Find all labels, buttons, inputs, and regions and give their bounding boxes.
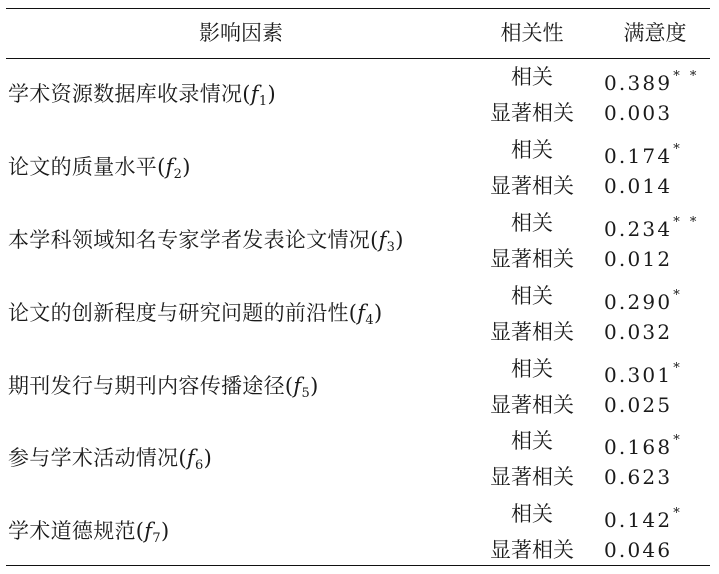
table-row-group (6, 59, 710, 132)
satisfaction-significance-value: 0.014 (604, 173, 673, 198)
table-row-group (6, 423, 710, 496)
correlation-table (6, 8, 710, 566)
factor-name: 学术资源数据库收录情况( (8, 82, 251, 106)
table-row-group (6, 278, 710, 351)
row-label-significance: 显著相关 (490, 319, 574, 344)
table-row-group (6, 205, 710, 278)
satisfaction-correlation-value (604, 61, 699, 99)
factor-name: 论文的质量水平( (8, 154, 166, 179)
value-number: 0.290 (604, 289, 673, 314)
value-number: 0.142 (604, 508, 673, 533)
row-label-significance: 显著相关 (490, 465, 574, 490)
table-row-significance (6, 243, 710, 279)
row-label-significance: 显著相关 (490, 173, 574, 198)
factor-close-paren: ) (160, 519, 170, 544)
factor-close-paren: ) (310, 373, 319, 398)
factor-symbol: f (250, 82, 259, 106)
table-row-group (6, 351, 710, 424)
satisfaction-significance-value: 0.012 (604, 246, 673, 271)
table-row-group (6, 496, 710, 569)
significance-stars: * (673, 433, 683, 449)
satisfaction-significance-value: 0.032 (604, 319, 673, 344)
factor-subscript: 2 (173, 166, 183, 182)
table-row-correlation (6, 425, 710, 461)
factor-symbol: f (293, 373, 302, 398)
table-row-correlation (6, 280, 710, 316)
satisfaction-correlation-value (604, 498, 683, 536)
factor-subscript: 4 (365, 312, 374, 328)
factor-symbol: f (186, 446, 195, 471)
factor-name: 参与学术活动情况( (8, 446, 187, 471)
satisfaction-correlation-value (604, 280, 683, 318)
table-row-correlation (6, 353, 710, 389)
significance-stars: * (673, 360, 683, 376)
table-row-significance (6, 461, 710, 497)
table-row-significance (6, 170, 710, 206)
satisfaction-correlation-value (604, 134, 683, 172)
factor-subscript: 1 (258, 94, 268, 109)
row-label-correlation: 相关 (511, 429, 553, 454)
factor-symbol: f (165, 154, 174, 179)
factor-subscript: 5 (301, 385, 311, 401)
significance-stars: * (673, 287, 683, 303)
header-correlation: 相关性 (500, 21, 564, 45)
row-label-correlation: 相关 (511, 502, 553, 527)
significance-stars: * * (673, 214, 700, 230)
table-row-correlation (6, 134, 710, 170)
table-row-correlation (6, 207, 710, 243)
row-label-correlation: 相关 (511, 356, 553, 381)
factor-subscript: 6 (194, 458, 204, 474)
table-row-significance (6, 316, 710, 352)
row-label-correlation: 相关 (511, 65, 553, 89)
factor-subscript: 7 (152, 531, 161, 547)
table-row-group (6, 132, 710, 205)
factor-symbol: f (378, 227, 387, 252)
factor-close-paren: ) (203, 446, 213, 471)
significance-stars: * * (673, 69, 700, 84)
row-label-significance: 显著相关 (490, 538, 574, 563)
factor-name: 论文的创新程度与研究问题的前沿性( (8, 300, 358, 325)
header-satisfaction: 满意度 (623, 21, 687, 45)
factor-name: 期刊发行与期刊内容传播途径( (8, 373, 294, 398)
row-label-significance: 显著相关 (490, 392, 574, 417)
value-number: 0.168 (604, 435, 673, 460)
factor-close-paren: ) (182, 154, 191, 179)
value-number: 0.174 (604, 143, 673, 168)
factor-close-paren: ) (267, 82, 276, 106)
table-row-significance (6, 389, 710, 425)
row-label-significance: 显著相关 (490, 101, 574, 125)
factor-symbol: f (144, 519, 153, 544)
satisfaction-correlation-value (604, 353, 683, 391)
satisfaction-significance-value: 0.003 (604, 101, 673, 125)
row-label-significance: 显著相关 (490, 246, 574, 271)
factor-close-paren: ) (395, 227, 404, 252)
table-bottom-rule (6, 565, 710, 566)
satisfaction-correlation-value (604, 207, 699, 245)
significance-stars: * (673, 141, 683, 157)
table-header (6, 8, 710, 58)
factor-subscript: 3 (386, 239, 396, 255)
row-label-correlation: 相关 (511, 137, 553, 162)
header-factor: 影响因素 (199, 21, 283, 45)
row-label-correlation: 相关 (511, 210, 553, 235)
value-number: 0.301 (604, 362, 673, 387)
table-row-correlation (6, 498, 710, 534)
table-row-correlation (6, 61, 710, 97)
satisfaction-significance-value: 0.046 (604, 538, 673, 563)
significance-stars: * (673, 506, 683, 522)
factor-name: 本学科领域知名专家学者发表论文情况( (8, 227, 379, 252)
satisfaction-significance-value: 0.623 (604, 465, 673, 490)
value-number: 0.234 (604, 216, 673, 241)
value-number: 0.389 (604, 71, 673, 95)
satisfaction-significance-value: 0.025 (604, 392, 673, 417)
factor-symbol: f (357, 300, 366, 325)
factor-name: 学术道德规范( (8, 519, 145, 544)
factor-close-paren: ) (373, 300, 383, 325)
table-row-significance (6, 97, 710, 133)
row-label-correlation: 相关 (511, 283, 553, 308)
table-body (6, 59, 710, 564)
satisfaction-correlation-value (604, 425, 683, 463)
